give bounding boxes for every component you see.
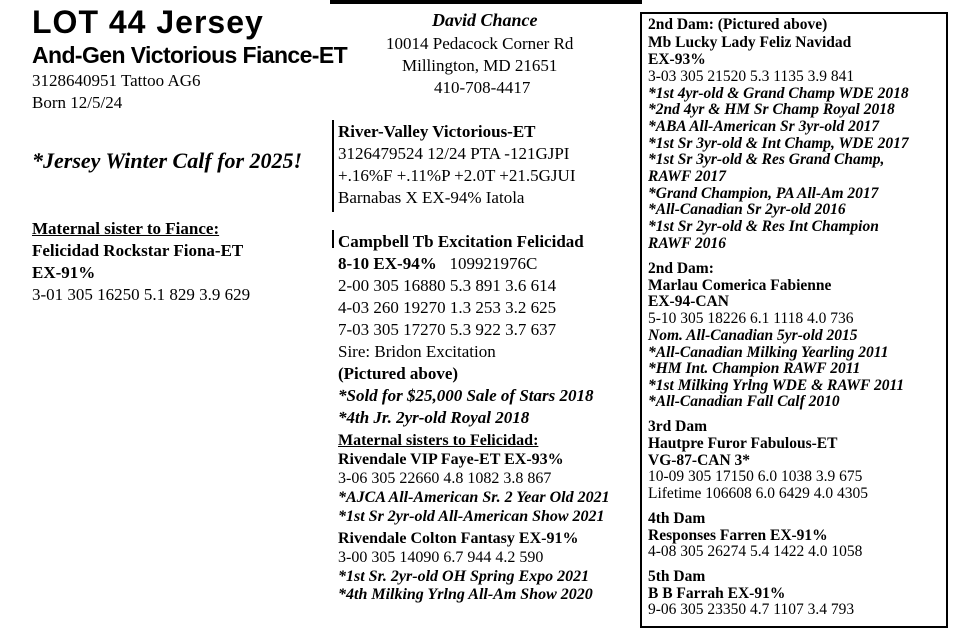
lot-heading: LOT 44 Jersey bbox=[32, 4, 264, 40]
dam-sister1-record: 3-06 305 22660 4.8 1082 3.8 867 bbox=[338, 470, 552, 487]
lot-registration: 3128640951 Tattoo AG6 bbox=[32, 71, 201, 90]
dam-record-3: 7-03 305 17270 5.3 922 3.7 637 bbox=[338, 320, 557, 339]
second-dam-a-name: Mb Lucky Lady Feliz Navidad bbox=[648, 34, 852, 51]
fourth-dam-record: 4-08 305 26274 5.4 1422 4.0 1058 bbox=[648, 543, 863, 560]
dam-sister1-honor-1: *AJCA All-American Sr. 2 Year Old 2021 bbox=[338, 489, 610, 506]
fifth-dam-name: B B Farrah EX-91% bbox=[648, 585, 786, 602]
second-dam-b-classification: EX-94-CAN bbox=[648, 293, 729, 310]
second-dam-b-honor: *HM Int. Champion RAWF 2011 bbox=[648, 360, 861, 377]
maternal-sister-record: 3-01 305 16250 5.1 829 3.9 629 bbox=[32, 285, 251, 304]
lot-highlight: *Jersey Winter Calf for 2025! bbox=[32, 148, 303, 173]
dam-record-2: 4-03 260 19270 1.3 253 3.2 625 bbox=[338, 298, 557, 317]
fifth-dam-record: 9-06 305 23350 4.7 1107 3.4 793 bbox=[648, 601, 855, 618]
maternal-sister-header: Maternal sister to Fiance: bbox=[32, 219, 220, 238]
fifth-dam-header: 5th Dam bbox=[648, 568, 706, 585]
second-dam-a-honor: *All-Canadian Sr 2yr-old 2016 bbox=[648, 201, 846, 218]
second-dam-b-name: Marlau Comerica Fabienne bbox=[648, 277, 832, 294]
consignor-address1: 10014 Pedacock Corner Rd bbox=[386, 34, 574, 53]
second-dam-a-honor: *1st Sr 2yr-old & Res Int Champion bbox=[648, 218, 879, 235]
dam-sister2-record: 3-00 305 14090 6.7 944 4.2 590 bbox=[338, 549, 544, 566]
second-dam-a-honor: *1st Sr 3yr-old & Int Champ, WDE 2017 bbox=[648, 135, 909, 152]
second-dam-a-header: 2nd Dam: (Pictured above) bbox=[648, 16, 828, 33]
second-dam-a-honor: *Grand Champion, PA All-Am 2017 bbox=[648, 185, 879, 202]
third-dam-classification: VG-87-CAN 3* bbox=[648, 452, 751, 469]
second-dam-a-record: 3-03 305 21520 5.3 1135 3.9 841 bbox=[648, 68, 855, 85]
sire-pedigree: Barnabas X EX-94% Iatola bbox=[338, 188, 525, 207]
dam-sisters-header: Maternal sisters to Felicidad: bbox=[338, 432, 539, 449]
second-dam-a-honor: *2nd 4yr & HM Sr Champ Royal 2018 bbox=[648, 101, 895, 118]
second-dam-b-honor: *All-Canadian Fall Calf 2010 bbox=[648, 393, 840, 410]
second-dam-a-honor: *ABA All-American Sr 3yr-old 2017 bbox=[648, 118, 880, 135]
dam-registration: 109921976C bbox=[449, 254, 538, 273]
dam-honor-1: *Sold for $25,000 Sale of Stars 2018 bbox=[338, 386, 594, 405]
third-dam-lifetime: Lifetime 106608 6.0 6429 4.0 4305 bbox=[648, 485, 868, 502]
dam-sire: Sire: Bridon Excitation bbox=[338, 342, 496, 361]
third-dam-record: 10-09 305 17150 6.0 1038 3.9 675 bbox=[648, 468, 863, 485]
second-dam-b-honor: *All-Canadian Milking Yearling 2011 bbox=[648, 344, 889, 361]
second-dam-a-classification: EX-93% bbox=[648, 51, 706, 68]
second-dam-a-honor: *1st 4yr-old & Grand Champ WDE 2018 bbox=[648, 85, 909, 102]
sire-pta: 3126479524 12/24 PTA -121GJPI bbox=[338, 144, 570, 163]
lot-birthdate: Born 12/5/24 bbox=[32, 93, 123, 112]
second-dam-b-record: 5-10 305 18226 6.1 1118 4.0 736 bbox=[648, 310, 854, 327]
second-dam-a-honor: *1st Sr 3yr-old & Res Grand Champ, bbox=[648, 151, 885, 168]
top-rule bbox=[330, 0, 642, 4]
fourth-dam-name: Responses Farren EX-91% bbox=[648, 527, 828, 544]
dam-honor-2: *4th Jr. 2yr-old Royal 2018 bbox=[338, 408, 530, 427]
dam-sister2-name: Rivendale Colton Fantasy EX-91% bbox=[338, 530, 579, 547]
lot-animal-name: And-Gen Victorious Fiance-ET bbox=[32, 42, 348, 68]
second-dam-b-honor: *1st Milking Yrlng WDE & RAWF 2011 bbox=[648, 377, 905, 394]
consignor-address2: Millington, MD 21651 bbox=[402, 56, 558, 75]
dam-divider bbox=[332, 230, 334, 248]
dam-sister1-honor-2: *1st Sr 2yr-old All-American Show 2021 bbox=[338, 508, 605, 525]
second-dam-b-honor: Nom. All-Canadian 5yr-old 2015 bbox=[648, 327, 858, 344]
maternal-sister-name: Felicidad Rockstar Fiona-ET bbox=[32, 241, 244, 260]
sire-divider bbox=[332, 120, 334, 212]
second-dam-a-honor: RAWF 2017 bbox=[648, 168, 726, 185]
fourth-dam-header: 4th Dam bbox=[648, 510, 706, 527]
consignor-name: David Chance bbox=[432, 10, 538, 30]
sire-name: River-Valley Victorious-ET bbox=[338, 122, 536, 141]
dam-class-reg bbox=[338, 254, 537, 274]
second-dam-b-header: 2nd Dam: bbox=[648, 260, 714, 277]
second-dam-a-honor: RAWF 2016 bbox=[648, 235, 726, 252]
consignor-phone: 410-708-4417 bbox=[434, 78, 531, 97]
dam-pictured-note: (Pictured above) bbox=[338, 364, 459, 383]
dam-record-1: 2-00 305 16880 5.3 891 3.6 614 bbox=[338, 276, 557, 295]
maternal-sister-classification: EX-91% bbox=[32, 263, 96, 282]
dam-name: Campbell Tb Excitation Felicidad bbox=[338, 232, 584, 251]
dam-sister1-name: Rivendale VIP Faye-ET EX-93% bbox=[338, 451, 564, 468]
sire-traits: +.16%F +.11%P +2.0T +21.5GJUI bbox=[338, 166, 576, 185]
dam-classification: 8-10 EX-94% bbox=[338, 254, 437, 273]
third-dam-header: 3rd Dam bbox=[648, 418, 707, 435]
dam-sister2-honor-1: *1st Sr. 2yr-old OH Spring Expo 2021 bbox=[338, 568, 590, 585]
dam-sister2-honor-2: *4th Milking Yrlng All-Am Show 2020 bbox=[338, 586, 593, 603]
third-dam-name: Hautpre Furor Fabulous-ET bbox=[648, 435, 838, 452]
